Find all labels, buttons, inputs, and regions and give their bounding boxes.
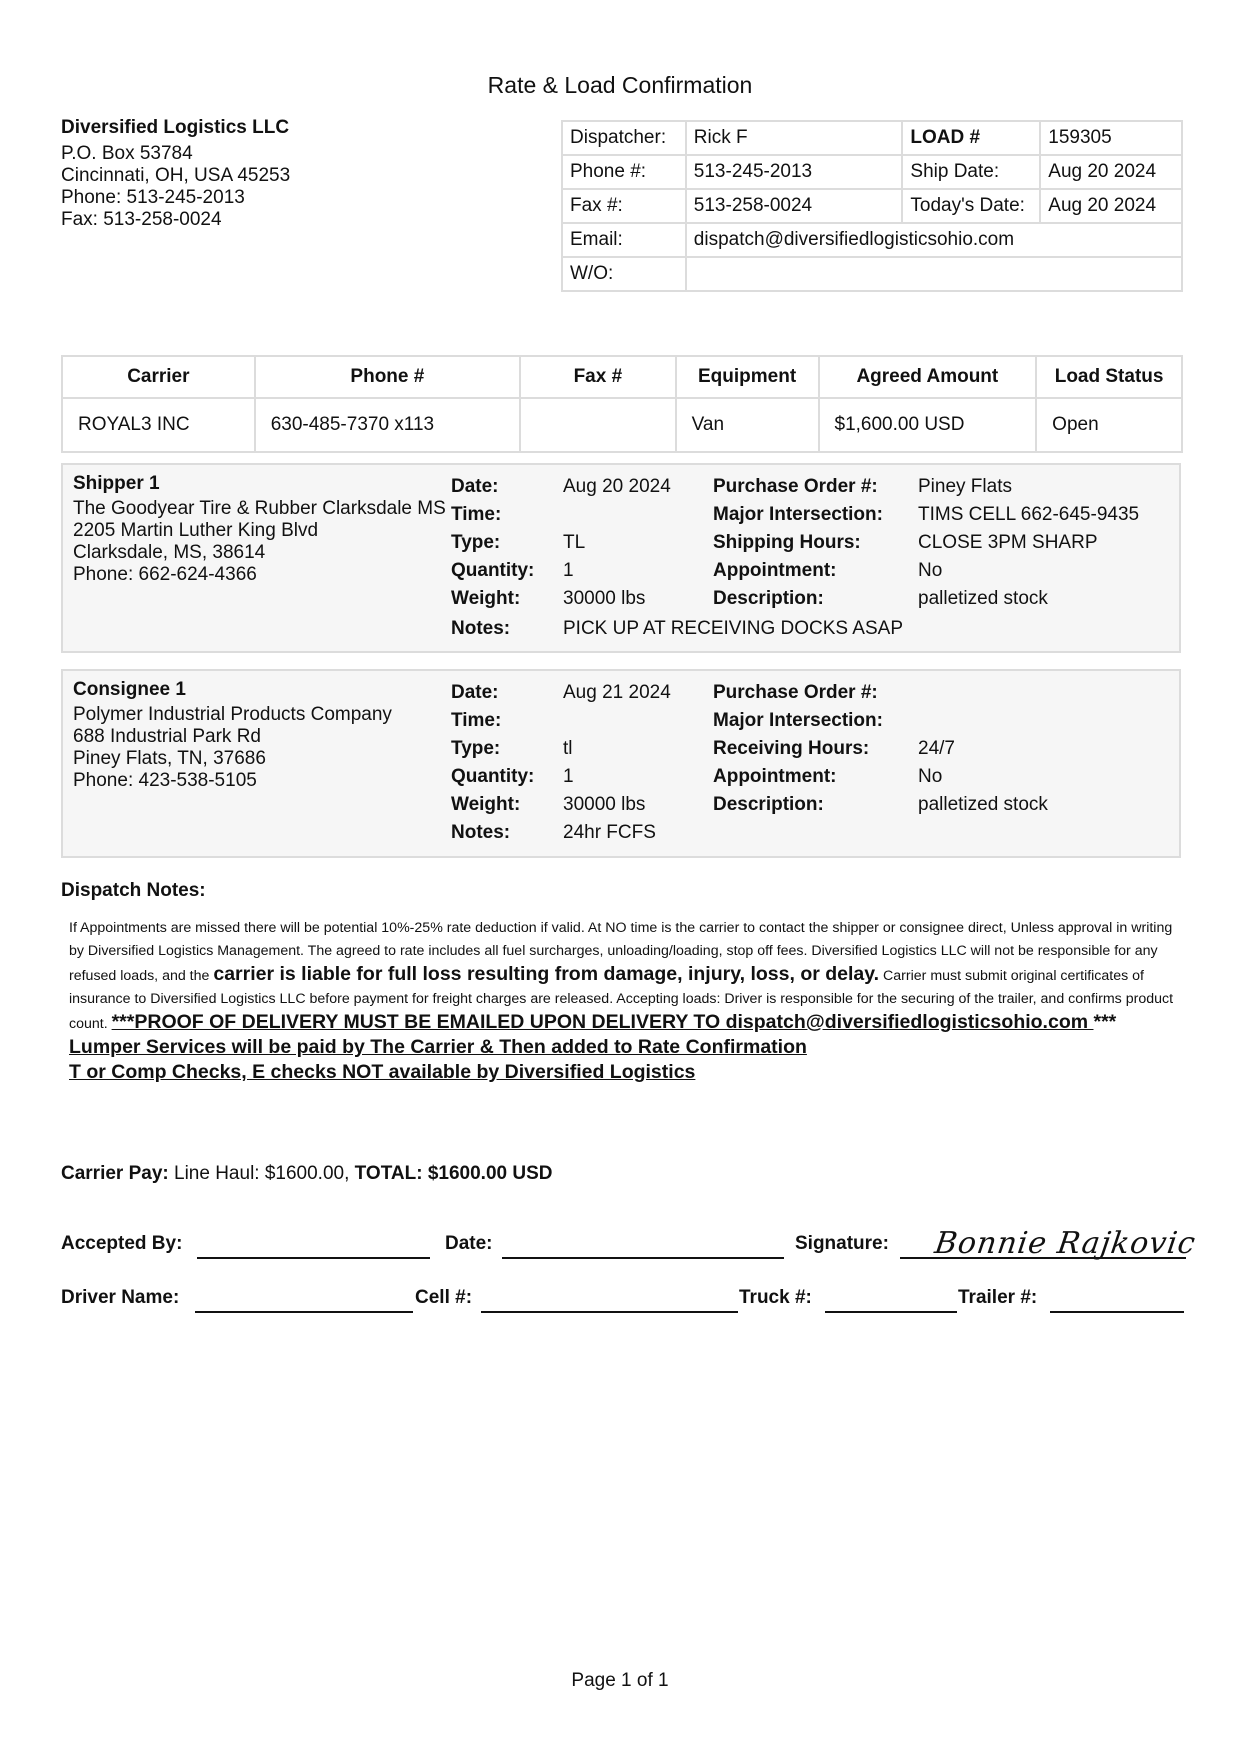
equipment: Van [676, 398, 819, 452]
shipper-po-label: Purchase Order #: [713, 476, 878, 497]
dispatch-fax-label: Fax #: [562, 189, 686, 223]
shipper-description-label: Description: [713, 588, 824, 609]
accept-date-field[interactable] [502, 1257, 784, 1259]
company-name: Diversified Logistics LLC [61, 117, 290, 138]
consignee-appointment: No [918, 766, 943, 787]
todays-date-label: Today's Date: [902, 189, 1040, 223]
ship-date-label: Ship Date: [902, 155, 1040, 189]
consignee-date-label: Date: [451, 682, 499, 703]
truck-field[interactable] [825, 1311, 957, 1313]
shipper-date: Aug 20 2024 [563, 476, 671, 497]
shipper-type-label: Type: [451, 532, 501, 553]
consignee-appointment-label: Appointment: [713, 766, 837, 787]
shipper-phone: Phone: 662-624-4366 [73, 564, 257, 585]
consignee-notes: 24hr FCFS [563, 822, 656, 843]
shipper-heading: Shipper 1 [73, 473, 160, 494]
carrier-column-header: Carrier [62, 356, 255, 398]
dispatch-phone-value: 513-245-2013 [686, 155, 903, 189]
consignee-po-label: Purchase Order #: [713, 682, 878, 703]
consignee-name: Polymer Industrial Products Company [73, 704, 392, 725]
consignee-weight: 30000 lbs [563, 794, 646, 815]
consignee-type-label: Type: [451, 738, 501, 759]
work-order-label: W/O: [562, 257, 686, 291]
shipper-description: palletized stock [918, 588, 1048, 609]
receiving-hours: 24/7 [918, 738, 955, 759]
shipper-date-label: Date: [451, 476, 499, 497]
consignee-section [61, 669, 1181, 858]
dispatch-phone-label: Phone #: [562, 155, 686, 189]
company-address-line-1: P.O. Box 53784 [61, 143, 193, 164]
proof-of-delivery-notice: ***PROOF OF DELIVERY MUST BE EMAILED UPON DELIVERY TO dispatch@diversifiedlogisticsohio.com [111, 1011, 1094, 1033]
consignee-description: palletized stock [918, 794, 1048, 815]
company-block [61, 117, 290, 231]
pay-total: TOTAL: $1600.00 USD [354, 1163, 553, 1184]
carrier-pay-label: Carrier Pay: [61, 1163, 169, 1184]
consignee-quantity-label: Quantity: [451, 766, 535, 787]
carrier-fax [520, 398, 676, 452]
agreed-amount-column-header: Agreed Amount [819, 356, 1037, 398]
dispatch-fax-value: 513-258-0024 [686, 189, 903, 223]
shipper-name: The Goodyear Tire & Rubber Clarksdale MS [73, 498, 446, 519]
carrier-table-header-row [62, 356, 1182, 398]
driver-name-field[interactable] [195, 1311, 413, 1313]
consignee-date: Aug 21 2024 [563, 682, 671, 703]
page-title: Rate & Load Confirmation [487, 72, 753, 98]
trailer-label: Trailer #: [958, 1287, 1038, 1308]
load-number-value: 159305 [1040, 121, 1182, 155]
shipper-po: Piney Flats [918, 476, 1012, 497]
company-fax: Fax: 513-258-0024 [61, 209, 222, 230]
company-phone: Phone: 513-245-2013 [61, 187, 245, 208]
dispatcher-value: Rick F [686, 121, 903, 155]
consignee-address-block [73, 676, 453, 792]
accept-date-label: Date: [445, 1233, 493, 1254]
load-status: Open [1036, 398, 1182, 452]
ship-date-value: Aug 20 2024 [1040, 155, 1182, 189]
shipper-city: Clarksdale, MS, 38614 [73, 542, 266, 563]
shipper-weight: 30000 lbs [563, 588, 646, 609]
consignee-weight-label: Weight: [451, 794, 521, 815]
signature-label: Signature: [795, 1233, 889, 1254]
liability-notice: carrier is liable for full loss resulting from damage, injury, loss, or delay. [213, 963, 880, 985]
shipper-street: 2205 Martin Luther King Blvd [73, 520, 319, 541]
shipper-section [61, 463, 1181, 653]
carrier-phone: 630-485-7370 x113 [255, 398, 520, 452]
accepted-by-field[interactable] [197, 1257, 430, 1259]
cell-field[interactable] [481, 1311, 738, 1313]
work-order-value [686, 257, 1182, 291]
shipper-quantity-label: Quantity: [451, 560, 535, 581]
todays-date-value: Aug 20 2024 [1040, 189, 1182, 223]
carrier-phone-column-header: Phone # [255, 356, 520, 398]
carrier-fax-column-header: Fax # [520, 356, 676, 398]
shipper-quantity: 1 [563, 560, 574, 581]
consignee-time-label: Time: [451, 710, 502, 731]
page-number: Page 1 of 1 [571, 1670, 669, 1691]
dispatch-notes-body [69, 917, 1179, 1086]
consignee-description-label: Description: [713, 794, 824, 815]
accepted-by-label: Accepted By: [61, 1233, 183, 1254]
shipper-time-label: Time: [451, 504, 502, 525]
equipment-column-header: Equipment [676, 356, 819, 398]
shipper-weight-label: Weight: [451, 588, 521, 609]
receiving-hours-label: Receiving Hours: [713, 738, 870, 759]
signature-handwriting: Bonnie Rajkovic [932, 1226, 1199, 1261]
comp-checks-notice: T or Comp Checks, E checks NOT available by Diversified Logistics [69, 1061, 696, 1083]
consignee-quantity: 1 [563, 766, 574, 787]
shipper-appointment: No [918, 560, 943, 581]
line-haul: Line Haul: $1600.00, [168, 1163, 355, 1184]
carrier-table [61, 355, 1183, 453]
dispatch-notes-text-1: If Appointments are missed there will be potential 10%-25% rate deduction if valid. At NO time is the carrier to contact the shipper or consignee direct, Unless approval in writing by Diversified Logistics Management. The agreed to rate includes all fuel surcharges, unloading/loading, stop off fees. Diversified Logistics LLC will not be responsible for any refused loads, and the [69, 920, 1173, 984]
email-label: Email: [562, 223, 686, 257]
dispatch-notes-separator: *** [1093, 1011, 1117, 1033]
shipping-hours: CLOSE 3PM SHARP [918, 532, 1098, 553]
consignee-street: 688 Industrial Park Rd [73, 726, 261, 747]
shipper-intersection: TIMS CELL 662-645-9435 [918, 504, 1140, 525]
email-value[interactable]: dispatch@diversifiedlogisticsohio.com [686, 223, 1182, 257]
cell-label: Cell #: [415, 1287, 473, 1308]
shipper-notes: PICK UP AT RECEIVING DOCKS ASAP [563, 618, 903, 639]
dispatch-notes-text-2: Carrier must submit original certificates of insurance to Diversified Logistics LLC before payment for freight charges are released. Accepting loads: Driver is responsible for the securing of the trailer, and confirms product count. [69, 968, 1174, 1032]
carrier-name: ROYAL3 INC [62, 398, 255, 452]
carrier-pay [61, 1163, 552, 1185]
consignee-intersection-label: Major Intersection: [713, 710, 883, 731]
shipper-intersection-label: Major Intersection: [713, 504, 883, 525]
load-status-column-header: Load Status [1036, 356, 1182, 398]
shipper-appointment-label: Appointment: [713, 560, 837, 581]
shipping-hours-label: Shipping Hours: [713, 532, 861, 553]
lumper-services-notice: Lumper Services will be paid by The Carrier & Then added to Rate Confirmation [69, 1036, 807, 1058]
truck-label: Truck #: [739, 1287, 812, 1308]
consignee-phone: Phone: 423-538-5105 [73, 770, 257, 791]
consignee-type: tl [563, 738, 573, 759]
shipper-address-block [73, 470, 453, 586]
trailer-field[interactable] [1050, 1311, 1184, 1313]
dispatch-info-table [561, 120, 1183, 292]
driver-name-label: Driver Name: [61, 1287, 180, 1308]
consignee-city: Piney Flats, TN, 37686 [73, 748, 266, 769]
table-row [62, 398, 1182, 452]
shipper-notes-label: Notes: [451, 618, 511, 639]
dispatcher-label: Dispatcher: [562, 121, 686, 155]
load-number-label: LOAD # [902, 121, 1040, 155]
dispatch-notes-heading: Dispatch Notes: [61, 880, 206, 901]
agreed-amount: $1,600.00 USD [819, 398, 1037, 452]
company-address-line-2: Cincinnati, OH, USA 45253 [61, 165, 291, 186]
shipper-type: TL [563, 532, 586, 553]
consignee-heading: Consignee 1 [73, 679, 186, 700]
consignee-notes-label: Notes: [451, 822, 511, 843]
